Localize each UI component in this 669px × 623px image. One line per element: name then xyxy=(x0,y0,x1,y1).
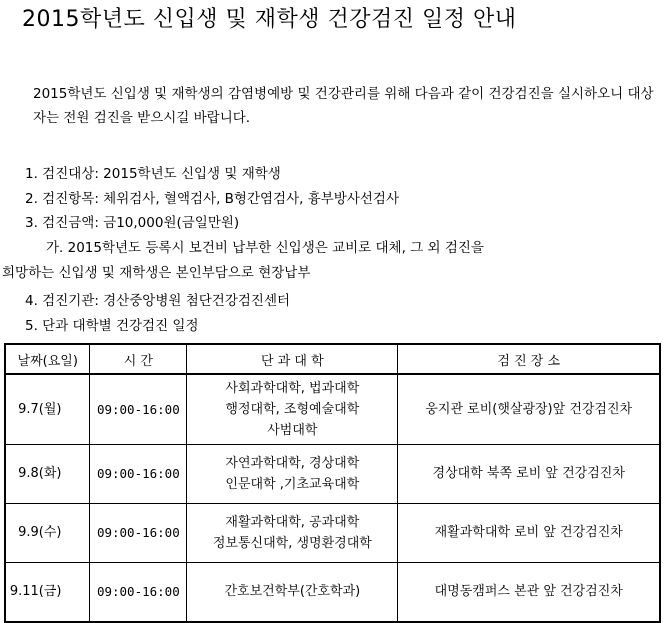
item-institution: 4. 검진기관: 경산중앙병원 첨단건강검진센터 xyxy=(25,293,291,309)
item-fee-note-1: 가. 2015학년도 등록시 보건비 납부한 신입생은 교비로 대체, 그 외 검진을 xyxy=(46,240,484,256)
row-date: 9.8(화) xyxy=(5,444,90,503)
header-place: 검 진 장 소 xyxy=(398,344,660,374)
college-line: 간호보건학부(간호학과) xyxy=(224,584,361,599)
college-line: 정보통신대학, 생명환경대학 xyxy=(212,535,372,551)
item-target: 1. 검진대상: 2015학년도 신입생 및 재학생 xyxy=(25,166,281,182)
item-fee-note-2: 희망하는 신입생 및 재학생은 본인부담으로 현장납부 xyxy=(2,265,311,281)
college-line: 행정대학, 조형예술대학 xyxy=(225,401,360,417)
header-time: 시 간 xyxy=(90,344,187,374)
row-colleges xyxy=(187,562,398,622)
schedule-table xyxy=(4,343,661,623)
row-colleges xyxy=(187,503,398,562)
table-header-row xyxy=(5,344,660,374)
row-place: 재활과학대학 로비 앞 건강검진차 xyxy=(398,503,660,562)
row-place: 경상대학 북쪽 로비 앞 건강검진차 xyxy=(398,444,660,503)
college-line: 재활과학대학, 공과대학 xyxy=(225,514,360,530)
item-schedule: 5. 단과 대학별 건강검진 일정 xyxy=(25,318,199,334)
row-colleges xyxy=(187,374,398,444)
college-line: 자연과학대학, 경상대학 xyxy=(225,455,360,471)
table-row xyxy=(5,374,660,444)
row-date: 9.11(금) xyxy=(5,562,90,622)
row-time: 09:00-16:00 xyxy=(90,562,187,622)
page-title: 2015학년도 신입생 및 재학생 건강검진 일정 안내 xyxy=(22,7,517,32)
row-time: 09:00-16:00 xyxy=(90,374,187,444)
row-time: 09:00-16:00 xyxy=(90,503,187,562)
table-row xyxy=(5,562,660,622)
header-date: 날짜(요일) xyxy=(5,344,90,374)
row-place: 웅지관 로비(햇살광장)앞 건강검진차 xyxy=(398,374,660,444)
table-row xyxy=(5,503,660,562)
row-time: 09:00-16:00 xyxy=(90,444,187,503)
college-line: 사범대학 xyxy=(267,422,318,438)
row-date: 9.9(수) xyxy=(5,503,90,562)
item-tests: 2. 검진항목: 체위검사, 혈액검사, B형간염검사, 흉부방사선검사 xyxy=(25,191,400,207)
college-line: 사회과학대학, 법과대학 xyxy=(225,380,360,396)
college-line: 인문대학 ,기초교육대학 xyxy=(225,476,360,492)
intro-paragraph: 2015학년도 신입생 및 재학생의 감염병예방 및 건강관리를 위해 다음과 같이 건강검진을 실시하오니 대상자는 전원 검진을 받으시길 바랍니다. xyxy=(33,86,654,126)
item-fee: 3. 검진금액: 금10,000원(금일만원) xyxy=(25,215,240,231)
row-date: 9.7(월) xyxy=(5,374,90,444)
header-college: 단 과 대 학 xyxy=(187,344,398,374)
row-place: 대명동캠퍼스 본관 앞 건강검진차 xyxy=(398,562,660,622)
row-colleges xyxy=(187,444,398,503)
table-row xyxy=(5,444,660,503)
